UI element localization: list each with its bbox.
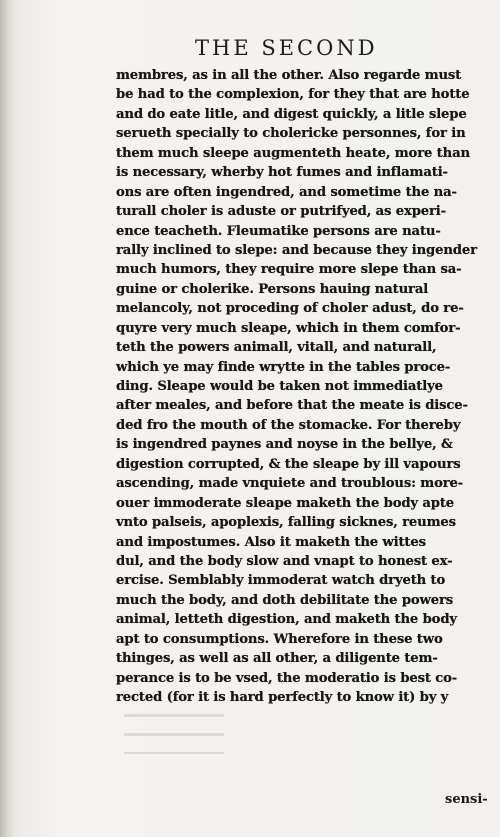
text-line: apt to consumptions. Wherefore in these two	[116, 631, 443, 647]
text-line: melancoly, not proceding of choler adust, do re-	[116, 301, 464, 317]
text-line: and impostumes. Also it maketh the wittes	[116, 534, 426, 550]
text-line: is necessary, wherby hot fumes and inflamati-	[116, 165, 448, 181]
text-line: ascending, made vnquiete and troublous: more-	[116, 476, 464, 492]
text-line: digestion corrupted, & the sleape by ill vapours	[116, 456, 461, 472]
text-line: much humors, they require more slepe than sa-	[116, 262, 462, 278]
text-line: turall choler is aduste or putrifyed, as experi-	[116, 204, 446, 220]
text-line: teth the powers animall, vitall, and naturall,	[116, 340, 437, 356]
text-line: which ye may finde wrytte in the tables proce-	[116, 359, 451, 375]
text-line: dul, and the body slow and vnapt to honest ex-	[116, 553, 453, 569]
text-line: much the body, and doth debilitate the powers	[116, 592, 454, 608]
text-line: rally inclined to slepe: and because they ingender	[116, 242, 477, 258]
text-line: ons are often ingendred, and sometime the na-	[116, 184, 457, 200]
text-line: perance is to be vsed, the moderatio is best co-	[116, 670, 458, 686]
text-line: be had to the complexion, for they that are hotte	[116, 87, 470, 103]
catchword: sensi-	[445, 792, 488, 807]
body-text-block	[116, 66, 494, 707]
text-line: serueth specially to cholericke personnes, for in	[116, 126, 466, 142]
text-line: vnto palseis, apoplexis, falling sicknes, reumes	[116, 515, 456, 531]
running-head: THE SECOND	[195, 36, 378, 60]
text-line: ouer immoderate sleape maketh the body apte	[116, 495, 455, 511]
text-line: thinges, as well as all other, a diligente tem-	[116, 651, 438, 667]
text-line: after meales, and before that the meate is disce-	[116, 398, 468, 414]
text-line: membres, as in all the other. Also regarde must	[116, 68, 462, 83]
text-line: ding. Sleape would be taken not immediatlye	[116, 379, 443, 394]
text-line: quyre very much sleape, which in them comfor-	[116, 320, 461, 336]
binding-gutter-shadow	[0, 0, 14, 837]
text-line: ence teacheth. Fleumatike persons are natu-	[116, 223, 441, 239]
text-line: ercise. Semblably immoderat watch dryeth to	[116, 573, 446, 589]
show-through-bleed	[124, 714, 224, 754]
text-line: and do eate litle, and digest quickly, a litle slepe	[116, 106, 467, 122]
text-line: rected (for it is hard perfectly to know it) by y	[116, 690, 449, 705]
text-line: guine or cholerike. Persons hauing natural	[116, 281, 429, 297]
text-line: animal, letteth digestion, and maketh the body	[116, 612, 457, 628]
text-line: is ingendred paynes and noyse in the bellye, &	[116, 437, 453, 453]
text-line: them much sleepe augmenteth heate, more than	[116, 145, 470, 161]
text-line: ded fro the mouth of the stomacke. For thereby	[116, 417, 461, 433]
